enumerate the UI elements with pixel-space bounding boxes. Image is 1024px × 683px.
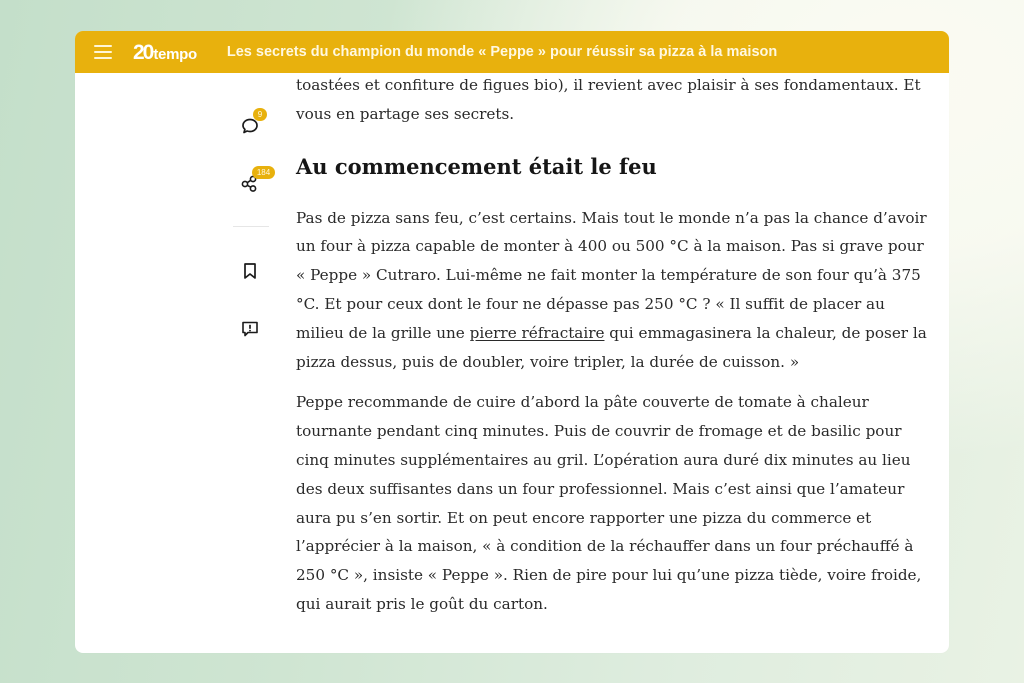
logo-number: 20 [133,40,153,64]
pierre-refractaire-link[interactable]: pierre réfractaire [469,323,605,342]
article-window [75,31,949,653]
article-body [296,71,936,619]
section-heading: Au commencement était le feu [296,153,657,179]
paragraph-1 [296,204,936,377]
hamburger-icon[interactable] [94,45,112,59]
logo-word: tempo [153,45,197,63]
share-count-badge: 184 [252,166,275,179]
paragraph-1-text-b: qui emmagasinera la chaleur, de poser la pizza dessus, puis de doubler, voire tripler, la durée de cuisson. » [296,323,927,371]
intro-line-1: toastées et confiture de figues bio), il revient avec plaisir à ses fondamentaux. Et [296,76,921,94]
paragraph-2: Peppe recommande de cuire d’abord la pâte couverte de tomate à chaleur tournante pendant cinq minutes. Puis de couvrir de fromage et de basilic pour cinq minutes supplémentaires au gril. L’opération aura duré dix minutes au lieu des deux suffisantes dans un four professionnel. Mais c’est ainsi que l’amateur aura pu s’en sortir. Et on peut encore rapporter une pizza du commerce et l’apprécier à la maison, « à condition de la réchauffer dans un four préchauffé à 250 °C », insiste « Peppe ». Rien de pire pour lui qu’une pizza tiède, voire froide, qui aurait pris le goût du carton. [296,393,922,613]
report-icon [240,319,260,339]
rail-divider [233,226,269,227]
paragraph-1-text-a: Pas de pizza sans feu, c’est certains. Mais tout le monde n’a pas la chance d’avoir un four à pizza capable de monter à 400 ou 500 °C à la maison. Pas si grave pour « Peppe » Cutraro. Lui-même ne fait monter la température de son four qu’à 375 °C. Et pour ceux dont le four ne dépasse pas 250 °C ? « Il suffit de placer au milieu de la grille une [296,208,927,342]
report-button[interactable] [240,319,260,339]
intro-line-2: vous en partage ses secrets. [296,104,515,123]
bookmark-button[interactable] [240,261,260,281]
share-button[interactable] [240,168,271,193]
article-title: Les secrets du champion du monde « Peppe » pour réussir sa pizza à la maison [226,44,778,60]
comments-button[interactable] [240,110,263,136]
comments-count-badge: 9 [253,108,267,121]
site-logo[interactable] [133,42,197,63]
top-bar [75,31,949,73]
bookmark-icon [240,261,260,281]
